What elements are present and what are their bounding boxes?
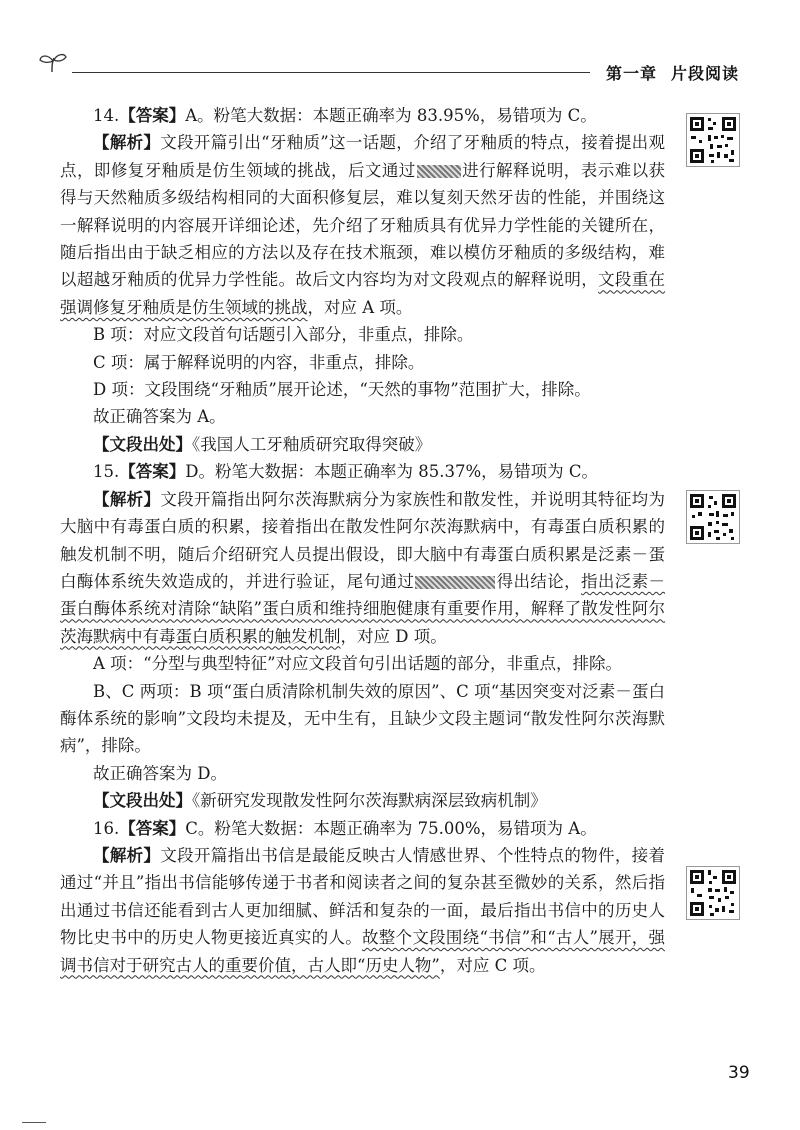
header-rule (72, 72, 590, 73)
q14-key-point: 文段重在强调修复牙釉质是仿生领域的挑战 (60, 270, 666, 317)
qr-code-icon[interactable] (686, 866, 740, 920)
q16-analysis (60, 842, 665, 979)
page-number: 39 (728, 1063, 750, 1083)
obscured-text (415, 576, 495, 589)
sprout-icon (38, 52, 68, 78)
chapter-number: 第一章 (606, 64, 658, 83)
q15-source-title: 《新研究发现散发性阿尔茨海默病深层致病机制》 (192, 791, 547, 811)
q15-option-bc: B、C 两项：B 项“蛋白质清除机制失效的原因”、C 项“基因突变对泛素－蛋白酶体系统的影响”文段均未提及，无中生有，且缺少文段主题词“散发性阿尔茨海默病”，排除。 (60, 681, 665, 756)
q15-analysis-label: 【解析】 (93, 489, 161, 509)
q15-answer-text: D。粉笔大数据：本题正确率为 85.37%，易错项为 C。 (185, 462, 599, 482)
qr-code-icon[interactable] (686, 490, 740, 544)
qr-code-icon[interactable] (686, 113, 740, 167)
q16-key-point: 故整个文段围绕“书信”和“古人”展开，强调书信对于研究古人的重要价值，古人即“历史人物” (60, 928, 666, 975)
q14-analysis (60, 129, 665, 321)
q16-answer (60, 815, 665, 842)
q14-answer-text: A。粉笔大数据：本题正确率为 83.95%，易错项为 C。 (185, 106, 597, 125)
q15-source-label: 【文段出处】 (93, 791, 192, 811)
q14-source (60, 431, 665, 458)
q14-analysis-text: 文段开篇引出“牙釉质”这一话题，介绍了牙釉质的特点，接着提出观点，即修复牙釉质是仿生领域的挑战，后文通过 (60, 133, 665, 180)
q15-analysis (60, 486, 665, 650)
q14-option-b: B 项：对应文段首句话题引入部分，非重点，排除。 (93, 325, 474, 345)
q15-conclusion: 故正确答案为 D。 (93, 763, 227, 783)
obscured-text (417, 165, 461, 178)
q15-answer-label: 【答案】 (119, 462, 186, 482)
q16-analysis-text: 文段开篇指出书信是最能反映古人情感世界、个性特点的物件，接着通过“并且”指出书信能够传递于书者和阅读者之间的复杂甚至微妙的关系，然后指出通过书信还能看到古人更加细腻、鲜活和复杂的一面，最后指出书信中的历史人物比史书中的历史人物更接近真实的人。 (60, 845, 666, 948)
q14-answer-label: 【答案】 (119, 106, 186, 125)
q14-option-c: C 项：属于解释说明的内容，非重点，排除。 (93, 352, 425, 372)
q14-analysis-end: ，对应 A 项。 (307, 297, 413, 317)
q15-number: 15. (93, 462, 120, 482)
q15-analysis-text-2: 得出结论， (496, 571, 582, 591)
answer-content (60, 102, 665, 979)
section-title: 片段阅读 (671, 64, 740, 83)
q14-analysis-label: 【解析】 (93, 133, 161, 153)
q14-analysis-text-2: 进行解释说明，表示难以获得与天然釉质多级结构相同的大面积修复层，难以复刻天然牙齿的性能，并围绕这一解释说明的内容展开详细论述，先介绍了牙釉质具有优异力学性能的关键所在，随后指出由于缺乏相应的方法以及存在技术瓶颈，难以模仿牙釉质的多级结构，难以超越牙釉质的优异力学性能。故后文内容均为对文段观点的解释说明， (60, 160, 666, 290)
q16-answer-text: C。粉笔大数据：本题正确率为 75.00%，易错项为 A。 (185, 818, 597, 838)
q16-answer-label: 【答案】 (119, 818, 186, 838)
chapter-heading (606, 61, 739, 84)
q14-conclusion: 故正确答案为 A。 (93, 407, 226, 427)
q15-key-point: 指出泛素－蛋白酶体系统对清除“缺陷”蛋白质和维持细胞健康有重要作用，解释了散发性阿尔茨海默病中有毒蛋白质积累的触发机制 (60, 571, 666, 646)
q15-source (60, 787, 665, 814)
q16-analysis-label: 【解析】 (93, 845, 161, 865)
q14-option-d: D 项：文段围绕“牙釉质”展开论述，“天然的事物”范围扩大，排除。 (93, 380, 591, 400)
q14-source-title: 《我国人工牙釉质研究取得突破》 (192, 434, 432, 454)
q14-source-label: 【文段出处】 (93, 434, 192, 454)
page-header (0, 0, 800, 90)
q14-answer (60, 102, 665, 129)
q15-analysis-end: ，对应 D 项。 (340, 626, 447, 646)
q16-number: 16. (93, 818, 120, 838)
q15-answer (60, 458, 665, 485)
q15-option-a: A 项：“分型与典型特征”对应文段首句引出话题的部分，非重点，排除。 (93, 654, 623, 674)
q16-analysis-end: ，对应 C 项。 (439, 955, 546, 975)
q15-analysis-text: 文段开篇指出阿尔茨海默病分为家族性和散发性，并说明其特征均为大脑中有毒蛋白质的积累，接着指出在散发性阿尔茨海默病中，有毒蛋白质积累的触发机制不明，随后介绍研究人员提出假设，即大脑中有毒蛋白质积累是泛素－蛋白酶体系统失效造成的，并进行验证，尾句通过 (60, 489, 666, 591)
corner-mark (22, 1122, 46, 1123)
q14-number: 14. (93, 106, 120, 125)
